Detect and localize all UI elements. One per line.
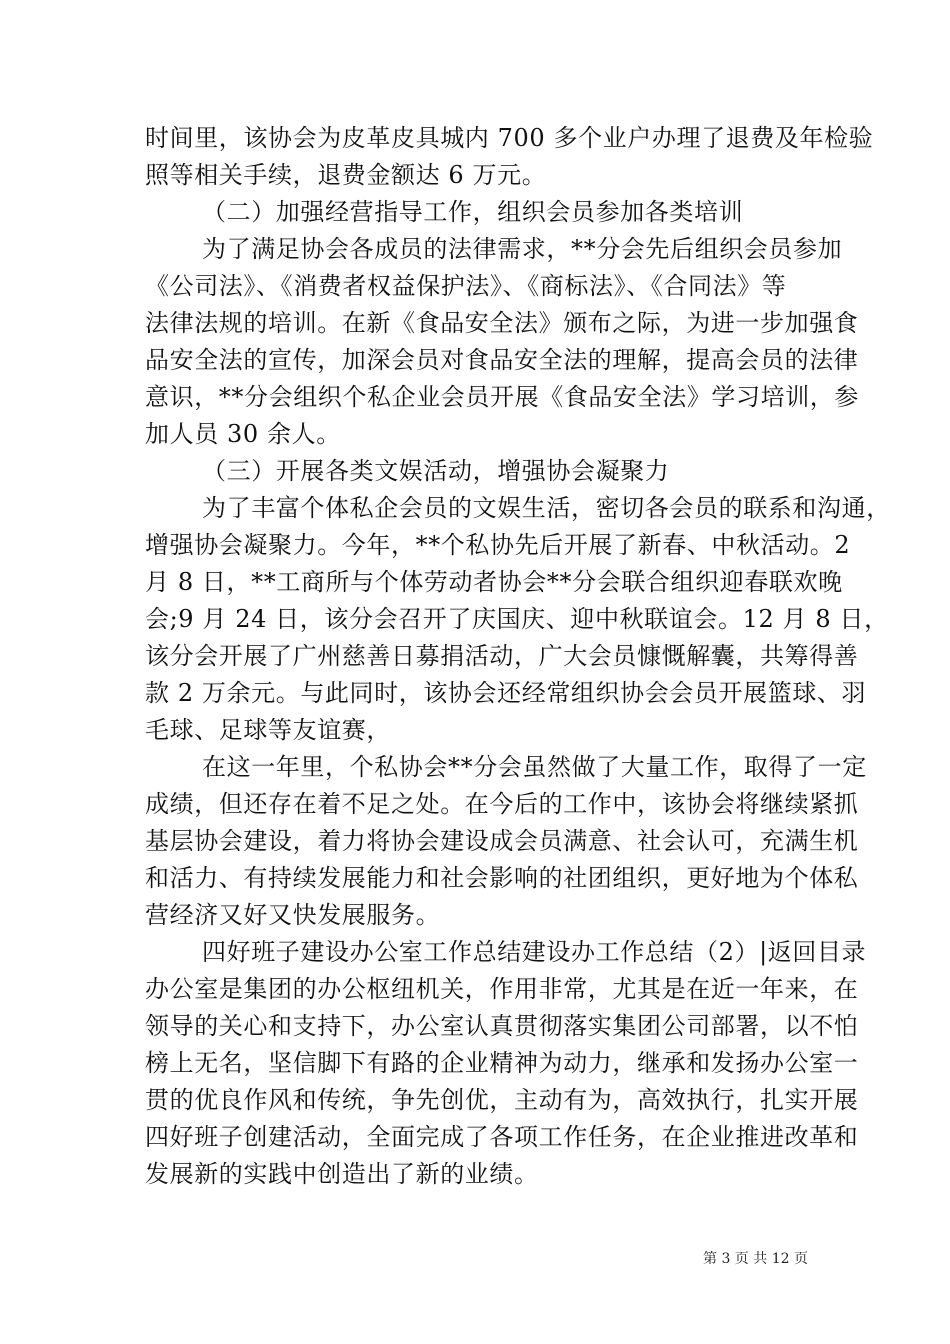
- text-line: 品安全法的宣传，加深会员对食品安全法的理解，提高会员的法律: [145, 346, 859, 374]
- text-line: 意识，**分会组织个私企业会员开展《食品安全法》学习培训，参: [145, 383, 859, 411]
- text-line: 照等相关手续，退费金额达 6 万元。: [145, 161, 547, 189]
- text-line: 成绩，但还存在着不足之处。在今后的工作中，该协会将继续紧抓: [145, 790, 859, 818]
- text-line: 月 8 日，**工商所与个体劳动者协会**分会联合组织迎春联欢晚: [145, 568, 843, 596]
- section-heading: （三）开展各类文娱活动，增强协会凝聚力: [202, 457, 670, 485]
- article-title-line: 四好班子建设办公室工作总结建设办工作总结（2）|返回目录: [202, 938, 867, 966]
- text-line: 基层协会建设，着力将协会建设成会员满意、社会认可，充满生机: [145, 827, 859, 855]
- text-line: 在这一年里，个私协会**分会虽然做了大量工作，取得了一定: [202, 753, 867, 781]
- text-line: 款 2 万余元。与此同时，该协会还经常组织协会会员开展篮球、羽: [145, 679, 867, 707]
- text-line: 发展新的实践中创造出了新的业绩。: [145, 1160, 539, 1188]
- text-line: 《公司法》、《消费者权益保护法》、《商标法》、《合同法》等: [145, 272, 787, 300]
- text-line: 办公室是集团的办公枢纽机关，作用非常，尤其是在近一年来，在: [145, 975, 859, 1003]
- text-line: 为了满足协会各成员的法律需求，**分会先后组织会员参加: [202, 235, 843, 263]
- text-line: 法律法规的培训。在新《食品安全法》颁布之际，为进一步加强食: [145, 309, 859, 337]
- text-line: 加人员 30 余人。: [145, 420, 341, 448]
- text-line: 增强协会凝聚力。今年，**个私协先后开展了新春、中秋活动。2: [145, 531, 851, 559]
- text-line: 榜上无名，坚信脚下有路的企业精神为动力，继承和发扬办公室一: [145, 1049, 859, 1077]
- document-body: [145, 120, 891, 1193]
- text-line: 该分会开展了广州慈善日募捐活动，广大会员慷慨解囊，共筹得善: [145, 642, 859, 670]
- text-line: 营经济又好又快发展服务。: [145, 901, 441, 929]
- text-line: 会;9 月 24 日，该分会召开了庆国庆、迎中秋联谊会。12 月 8 日，: [145, 605, 889, 633]
- text-line: 时间里，该协会为皮革皮具城内 700 多个业户办理了退费及年检验: [145, 124, 874, 152]
- text-line: 领导的关心和支持下，办公室认真贯彻落实集团公司部署，以不怕: [145, 1012, 859, 1040]
- page-number-footer: 第 3 页 共 12 页: [703, 1251, 808, 1267]
- section-heading: （二）加强经营指导工作，组织会员参加各类培训: [202, 198, 744, 226]
- text-line: 四好班子创建活动，全面完成了各项工作任务，在企业推进改革和: [145, 1123, 859, 1151]
- text-line: 为了丰富个体私企会员的文娱生活，密切各会员的联系和沟通，: [202, 494, 891, 522]
- text-line: 和活力、有持续发展能力和社会影响的社团组织，更好地为个体私: [145, 864, 859, 892]
- text-line: 毛球、足球等友谊赛，: [145, 716, 391, 744]
- text-line: 贯的优良作风和传统，争先创优，主动有为，高效执行，扎实开展: [145, 1086, 859, 1114]
